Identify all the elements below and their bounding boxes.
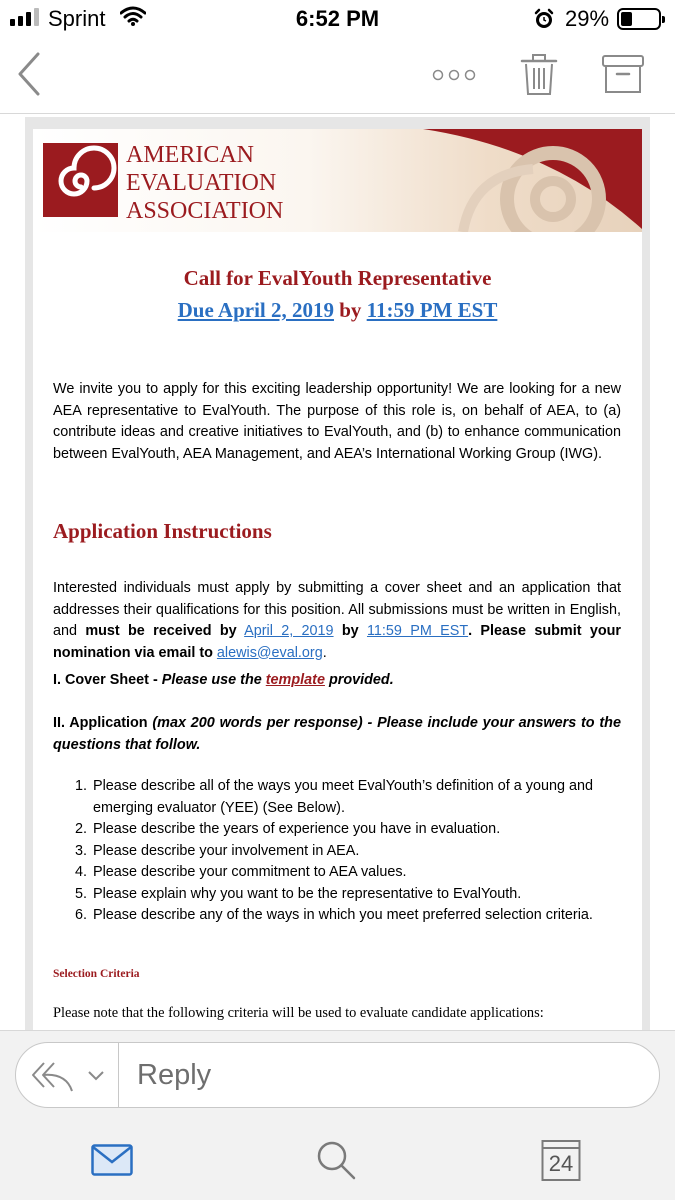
- deadline-time-link[interactable]: 11:59 PM EST: [366, 623, 469, 639]
- message-body[interactable]: [0, 115, 675, 1030]
- intro-paragraph: We invite you to apply for this exciting leadership opportunity! We are looking for a new AEA representative to EvalYouth. The purpose of this role is, on behalf of AEA, to (a) contribute ideas and creative initiatives to EvalYouth, and (b) to enhance communication between EvalYouth, AEA Management, and AEA’s International Working Group (IWG).: [53, 381, 621, 462]
- chevron-left-icon[interactable]: [16, 52, 42, 96]
- list-item: 4. Please describe your commitment to AEA values.: [75, 864, 407, 880]
- reply-icon[interactable]: [30, 1059, 76, 1093]
- list-item: 1. Please describe all of the ways you meet EvalYouth’s definition of a young and emerging evaluator (YEE) (See Below).: [75, 778, 593, 816]
- instructions-heading: Application Instructions: [53, 519, 272, 543]
- due-line: [33, 298, 642, 323]
- list-item: 6. Please describe any of the ways in which you meet preferred selection criteria.: [75, 907, 593, 923]
- reply-divider: [118, 1043, 119, 1107]
- archive-icon[interactable]: [601, 53, 645, 95]
- selection-criteria-note: Please note that the following criteria will be used to evaluate candidate applications:: [53, 1005, 544, 1021]
- calendar-tab[interactable]: [541, 1138, 581, 1182]
- cover-sheet-line: I. Cover Sheet - Please use the template provided.: [53, 672, 394, 688]
- instructions-paragraph: Interested individuals must apply by submitting a cover sheet and an application that addresses their qualifications for this position. All submissions must be written in English, and must be received by April 2, 2019 by 11:59 PM EST. Please submit your nomination via email to alewis@eval.org.: [53, 580, 622, 661]
- battery-icon: [617, 8, 661, 30]
- deadline-date-link[interactable]: April 2, 2019: [244, 623, 334, 639]
- trash-icon[interactable]: [520, 52, 558, 96]
- flyer-page: [33, 129, 642, 1030]
- tab-bar: [0, 1120, 675, 1200]
- reply-button[interactable]: [15, 1042, 660, 1108]
- chevron-down-icon[interactable]: [88, 1071, 104, 1081]
- more-dots-icon[interactable]: [432, 68, 476, 82]
- embedded-flyer: [25, 117, 650, 1030]
- email-link[interactable]: alewis@eval.org: [216, 644, 323, 661]
- questions-list: [75, 776, 615, 927]
- alarm-icon: [533, 8, 555, 30]
- flyer-title: Call for EvalYouth Representative: [183, 266, 492, 290]
- template-link[interactable]: template: [265, 672, 325, 688]
- aea-banner: [33, 129, 642, 232]
- mail-icon[interactable]: [91, 1144, 133, 1176]
- clock: 6:52 PM: [295, 6, 380, 31]
- list-item: 2. Please describe the years of experience you have in evaluation.: [75, 821, 501, 837]
- calendar-day: 24: [548, 1151, 574, 1176]
- search-icon[interactable]: [316, 1140, 356, 1180]
- selection-criteria-heading: Selection Criteria: [53, 968, 140, 980]
- application-line: II. Application (max 200 words per response) - Please include your answers to the questions that follow.: [53, 715, 621, 753]
- org-name: AMERICAN EVALUATION ASSOCIATION: [126, 142, 284, 224]
- reply-bar: [0, 1030, 675, 1120]
- reply-label[interactable]: Reply: [137, 1059, 212, 1091]
- list-item: 5. Please explain why you want to be the representative to EvalYouth.: [75, 885, 522, 902]
- banner-artwork: [33, 129, 642, 232]
- battery-percent: 29%: [565, 6, 610, 31]
- list-item: 3. Please describe your involvement in AEA.: [75, 842, 360, 859]
- status-bar: [0, 0, 675, 38]
- due-by-text: by: [339, 298, 362, 322]
- due-time-link[interactable]: 11:59 PM EST: [366, 298, 498, 322]
- message-toolbar: [0, 38, 675, 114]
- carrier-name: Sprint: [48, 6, 106, 31]
- due-date-link[interactable]: Due April 2, 2019: [177, 298, 334, 322]
